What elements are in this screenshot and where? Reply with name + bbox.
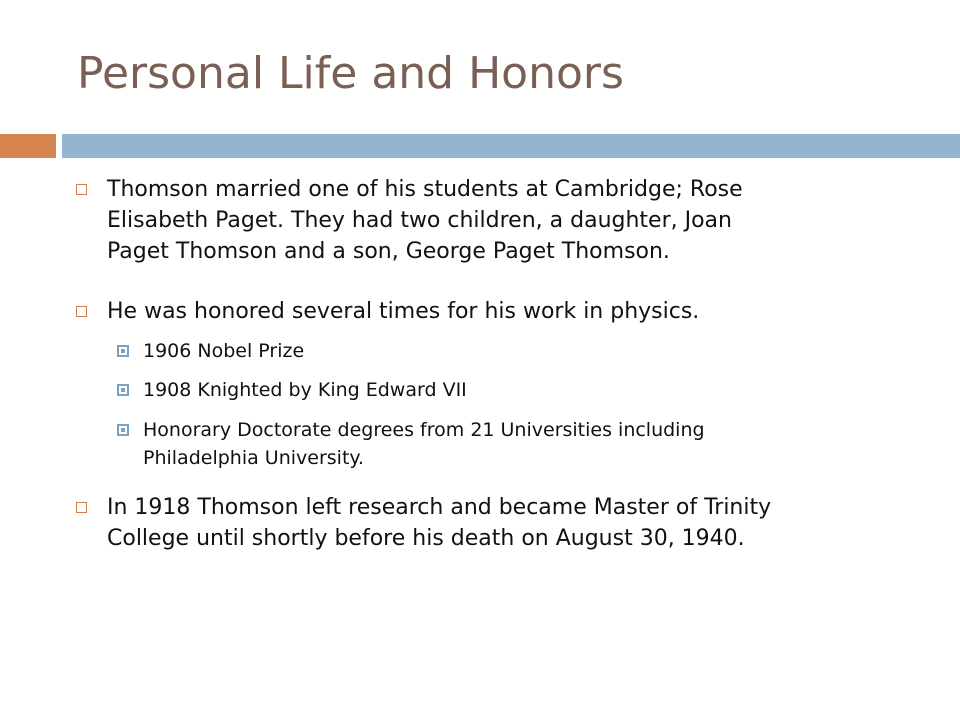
bullet-marriage (107, 174, 907, 267)
filled-square-bullet-icon (117, 424, 129, 436)
square-bullet-icon (76, 502, 87, 513)
square-bullet-icon (76, 184, 87, 195)
bullet-line: Thomson married one of his students at Cambridge; Rose (107, 177, 743, 202)
square-bullet-icon (76, 306, 87, 317)
accent-bar-orange (0, 134, 56, 158)
sub-bullet-line: Honorary Doctorate degrees from 21 Universities including (143, 419, 705, 441)
slide-title: Personal Life and Honors (77, 48, 624, 99)
accent-bar-blue (62, 134, 960, 158)
sub-bullet-line: 1906 Nobel Prize (143, 340, 305, 362)
sub-bullet-line: Philadelphia University. (143, 447, 364, 469)
sub-bullet-line: 1908 Knighted by King Edward VII (143, 379, 467, 401)
bullet-honors (107, 296, 907, 327)
bullet-trinity (107, 492, 907, 554)
sub-bullet-knighted (143, 376, 863, 404)
bullet-line: Elisabeth Paget. They had two children, a daughter, Joan (107, 208, 732, 233)
sub-bullet-doctorates (143, 416, 863, 472)
bullet-line: In 1918 Thomson left research and became Master of Trinity (107, 495, 772, 520)
bullet-line: He was honored several times for his work in physics. (107, 299, 700, 324)
sub-bullet-nobel (143, 337, 863, 365)
filled-square-bullet-icon (117, 384, 129, 396)
bullet-line: Paget Thomson and a son, George Paget Thomson. (107, 239, 670, 264)
filled-square-bullet-icon (117, 345, 129, 357)
bullet-line: College until shortly before his death on August 30, 1940. (107, 526, 745, 551)
